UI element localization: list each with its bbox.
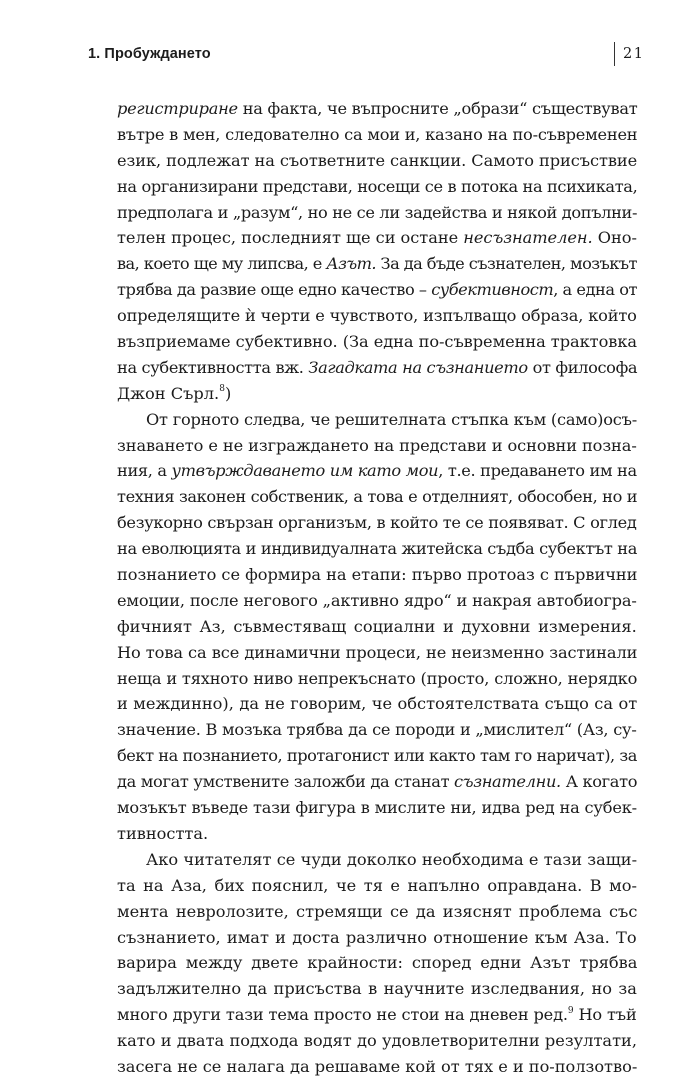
emphasis: съзнателни.: [454, 772, 561, 792]
text-run: , т.е. предаването им на: [438, 461, 637, 481]
text-line: [117, 925, 637, 951]
text-line: [117, 821, 637, 847]
text-run: значение. В мозъка трябва да се породи и „мислител“ (Аз, су-: [117, 720, 637, 740]
text-run: на субективността вж.: [117, 357, 309, 377]
text-run: на факта, че въпросните „образи“ съществуват: [237, 99, 638, 118]
chapter-running-head: 1. Пробуждането: [88, 46, 211, 62]
text-line: [117, 355, 637, 381]
text-line: [117, 381, 637, 407]
text-run: от философа: [527, 357, 638, 377]
text-line: [117, 1002, 637, 1028]
text-line: [117, 122, 637, 148]
text-run: като и двата подхода водят до удовлетворителни резултати,: [117, 1031, 637, 1051]
text-run: телен процес, последният ще си остане: [117, 228, 464, 248]
text-line: [117, 899, 637, 925]
text-line: [117, 458, 637, 484]
text-line: [117, 666, 637, 692]
text-line: [117, 743, 637, 769]
text-run: ва, което ще му липсва, е: [117, 254, 327, 274]
text-run: на еволюцията и индивидуалната житейска съдба субектът на: [117, 539, 638, 559]
text-line: [117, 769, 637, 795]
text-line: [117, 536, 637, 562]
text-run: емоции, после негового „активно ядро“ и накрая автобиогра-: [117, 590, 637, 610]
text-line: [117, 251, 637, 277]
text-run: бект на познанието, протагонист или както там го наричат), за: [117, 746, 637, 766]
text-run: вътре в мен, следователно са мои и, казано на по-съвременен: [117, 124, 638, 144]
text-line: [117, 433, 637, 459]
emphasis: Загадката на съзнанието: [308, 357, 528, 377]
text-line: [117, 847, 637, 873]
text-run: тивността.: [117, 823, 209, 843]
text-line: [117, 225, 637, 251]
emphasis: несъзнателен.: [463, 228, 593, 248]
text-line: [117, 873, 637, 899]
text-run: Джон Сърл.: [117, 383, 220, 403]
text-line: [117, 717, 637, 743]
text-run: ): [224, 383, 232, 403]
text-line: [117, 200, 637, 226]
text-run: Ако читателят се чуди доколко необходима е тази защи-: [146, 849, 638, 869]
text-run: определящите ѝ черти е чувството, изпълващо образа, който: [117, 306, 637, 326]
text-line: [117, 484, 637, 510]
paragraph: [117, 847, 637, 1080]
text-run: на организирани представи, носещи се в потока на психиката,: [117, 176, 638, 196]
text-run: познанието се формира на етапи: първо протоаз с първични: [117, 565, 638, 585]
text-run: предполага и „разум“, но не се ли задейства и някой допълни-: [117, 202, 638, 222]
text-line: [117, 976, 637, 1002]
text-line: [117, 691, 637, 717]
text-run: да могат умствените заложби да станат: [117, 772, 455, 792]
text-run: За да бъде съзнателен, мозъкът: [375, 254, 637, 274]
emphasis: Азът.: [326, 254, 376, 274]
text-line: [117, 96, 637, 122]
text-run: , а една от: [553, 280, 637, 300]
text-run: Но тъй: [573, 1005, 637, 1025]
text-line: [117, 795, 637, 821]
footnote-ref: 8: [219, 384, 225, 395]
text-line: [117, 174, 637, 200]
footnote-ref: 9: [567, 1005, 574, 1016]
paragraph: [117, 96, 637, 407]
page-number: 21: [623, 46, 645, 62]
text-run: А когато: [560, 772, 638, 792]
paragraph: [117, 407, 637, 847]
body-text: [117, 96, 637, 1080]
text-run: много други тази тема просто не стои на дневен ред.: [117, 1005, 568, 1025]
text-run: фичният Аз, съвместяващ социални и духовни измерения.: [117, 616, 637, 636]
text-line: [117, 148, 637, 174]
emphasis: утвърждаването им като мои: [171, 461, 439, 481]
text-run: та на Аза, бих пояснил, че тя е напълно оправдана. В мо-: [117, 875, 637, 895]
text-run: съзнанието, имат и доста различно отношение към Аза. То: [117, 927, 637, 947]
text-run: знаването е не изграждането на представи и основни позна-: [117, 435, 637, 455]
text-line: [117, 1054, 637, 1080]
text-run: Но това са все динамични процеси, не неизменно застинали: [117, 642, 638, 662]
text-run: Оно-: [592, 228, 637, 248]
text-line: [117, 510, 637, 536]
text-run: трябва да развие още едно качество –: [117, 280, 432, 300]
text-run: възприемаме субективно. (За една по-съвременна трактовка: [117, 332, 637, 352]
text-run: техния законен собственик, а това е отделният, обособен, но и: [117, 487, 638, 507]
text-line: [117, 950, 637, 976]
text-run: мента невролозите, стремящи се да изяснят проблема със: [117, 901, 638, 921]
text-line: [117, 1028, 637, 1054]
folio-divider: [614, 42, 615, 66]
text-line: [117, 640, 637, 666]
text-line: [117, 277, 637, 303]
text-run: и междинно), да не говорим, че обстоятелствата също са от: [117, 694, 638, 714]
text-line: [117, 562, 637, 588]
text-line: [117, 329, 637, 355]
text-run: задължително да присъства в научните изследвания, но за: [117, 979, 637, 999]
text-line: [117, 407, 637, 433]
text-run: безукорно свързан организъм, в който те се появяват. С оглед: [117, 513, 637, 533]
text-run: неща и тяхното ниво непрекъснато (просто, сложно, нерядко: [117, 668, 638, 688]
text-run: ния, а: [117, 461, 172, 481]
emphasis: субективност: [431, 280, 554, 300]
text-line: [117, 303, 637, 329]
emphasis: регистриране: [117, 99, 238, 118]
text-run: От горното следва, че решителната стъпка към (само)осъ-: [146, 409, 637, 429]
text-line: [117, 588, 637, 614]
text-run: засега не се налага да решаваме кой от тях е и по-ползотво-: [117, 1056, 638, 1076]
text-run: варира между двете крайности: според едни Азът трябва: [117, 953, 638, 973]
text-run: език, подлежат на съответните санкции. Самото присъствие: [117, 150, 638, 170]
text-line: [117, 614, 637, 640]
text-run: мозъкът въведе тази фигура в мислите ни, идва ред на субек-: [117, 798, 637, 818]
